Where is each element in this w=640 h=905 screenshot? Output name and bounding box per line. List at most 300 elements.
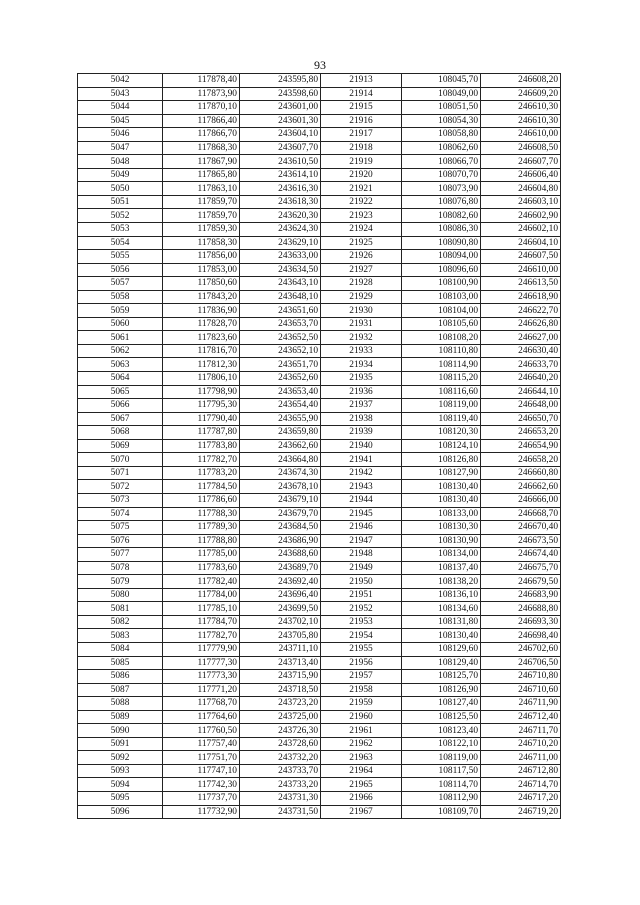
y-coordinate-cell: 243723,20 (240, 697, 321, 711)
point-number-cell: 5049 (78, 168, 163, 182)
point-number-cell: 21931 (321, 317, 402, 331)
y-coordinate-cell: 243711,10 (240, 642, 321, 656)
x-coordinate-cell: 117787,80 (163, 426, 240, 440)
table-row (78, 670, 561, 684)
y-coordinate-cell: 246654,90 (481, 439, 561, 453)
x-coordinate-cell: 108120,30 (402, 426, 481, 440)
point-number-cell: 21967 (321, 805, 402, 819)
x-coordinate-cell: 108070,70 (402, 168, 481, 182)
y-coordinate-cell: 246610,30 (481, 114, 561, 128)
y-coordinate-cell: 243651,60 (240, 304, 321, 318)
point-number-cell: 5077 (78, 548, 163, 562)
x-coordinate-cell: 117773,30 (163, 670, 240, 684)
x-coordinate-cell: 108094,00 (402, 250, 481, 264)
point-number-cell: 21919 (321, 155, 402, 169)
point-number-cell: 5085 (78, 656, 163, 670)
point-number-cell: 21929 (321, 290, 402, 304)
point-number-cell: 5081 (78, 602, 163, 616)
table-row (78, 521, 561, 535)
y-coordinate-cell: 243654,40 (240, 399, 321, 413)
x-coordinate-cell: 108090,80 (402, 236, 481, 250)
x-coordinate-cell: 117784,00 (163, 588, 240, 602)
y-coordinate-cell: 243598,60 (240, 87, 321, 101)
point-number-cell: 5088 (78, 697, 163, 711)
y-coordinate-cell: 246674,40 (481, 548, 561, 562)
y-coordinate-cell: 243620,30 (240, 209, 321, 223)
table-row (78, 372, 561, 386)
point-number-cell: 5055 (78, 250, 163, 264)
y-coordinate-cell: 243624,30 (240, 223, 321, 237)
y-coordinate-cell: 246712,80 (481, 764, 561, 778)
point-number-cell: 5043 (78, 87, 163, 101)
x-coordinate-cell: 117828,70 (163, 317, 240, 331)
point-number-cell: 5061 (78, 331, 163, 345)
y-coordinate-cell: 243732,20 (240, 751, 321, 765)
table-row (78, 453, 561, 467)
table-row (78, 168, 561, 182)
point-number-cell: 5053 (78, 223, 163, 237)
point-number-cell: 21966 (321, 791, 402, 805)
table-row (78, 548, 561, 562)
point-number-cell: 21955 (321, 642, 402, 656)
table-row (78, 426, 561, 440)
point-number-cell: 5070 (78, 453, 163, 467)
x-coordinate-cell: 108054,30 (402, 114, 481, 128)
y-coordinate-cell: 246702,60 (481, 642, 561, 656)
y-coordinate-cell: 243610,50 (240, 155, 321, 169)
point-number-cell: 21934 (321, 358, 402, 372)
x-coordinate-cell: 108123,40 (402, 724, 481, 738)
x-coordinate-cell: 108129,60 (402, 642, 481, 656)
y-coordinate-cell: 246693,30 (481, 615, 561, 629)
y-coordinate-cell: 246618,90 (481, 290, 561, 304)
x-coordinate-cell: 117764,60 (163, 710, 240, 724)
x-coordinate-cell: 108130,30 (402, 521, 481, 535)
table-row (78, 561, 561, 575)
x-coordinate-cell: 108073,90 (402, 182, 481, 196)
y-coordinate-cell: 246609,20 (481, 87, 561, 101)
point-number-cell: 21928 (321, 277, 402, 291)
point-number-cell: 21925 (321, 236, 402, 250)
table-row (78, 101, 561, 115)
y-coordinate-cell: 246607,70 (481, 155, 561, 169)
x-coordinate-cell: 117784,70 (163, 615, 240, 629)
x-coordinate-cell: 108131,80 (402, 615, 481, 629)
point-number-cell: 21933 (321, 344, 402, 358)
table-row (78, 683, 561, 697)
y-coordinate-cell: 243651,70 (240, 358, 321, 372)
y-coordinate-cell: 246673,50 (481, 534, 561, 548)
x-coordinate-cell: 117866,70 (163, 128, 240, 142)
point-number-cell: 5090 (78, 724, 163, 738)
point-number-cell: 21913 (321, 74, 402, 88)
point-number-cell: 21951 (321, 588, 402, 602)
point-number-cell: 5087 (78, 683, 163, 697)
point-number-cell: 5046 (78, 128, 163, 142)
table-row (78, 791, 561, 805)
x-coordinate-cell: 117737,70 (163, 791, 240, 805)
y-coordinate-cell: 243653,40 (240, 385, 321, 399)
x-coordinate-cell: 108108,20 (402, 331, 481, 345)
x-coordinate-cell: 117782,70 (163, 453, 240, 467)
x-coordinate-cell: 117863,10 (163, 182, 240, 196)
x-coordinate-cell: 117788,80 (163, 534, 240, 548)
y-coordinate-cell: 246717,20 (481, 791, 561, 805)
point-number-cell: 21945 (321, 507, 402, 521)
point-number-cell: 5045 (78, 114, 163, 128)
point-number-cell: 21959 (321, 697, 402, 711)
y-coordinate-cell: 243659,80 (240, 426, 321, 440)
table-row (78, 399, 561, 413)
point-number-cell: 5065 (78, 385, 163, 399)
y-coordinate-cell: 246711,90 (481, 697, 561, 711)
y-coordinate-cell: 243679,70 (240, 507, 321, 521)
point-number-cell: 21949 (321, 561, 402, 575)
table-row (78, 385, 561, 399)
x-coordinate-cell: 108058,80 (402, 128, 481, 142)
y-coordinate-cell: 243728,60 (240, 737, 321, 751)
y-coordinate-cell: 246602,90 (481, 209, 561, 223)
x-coordinate-cell: 108134,60 (402, 602, 481, 616)
y-coordinate-cell: 246608,50 (481, 141, 561, 155)
x-coordinate-cell: 117836,90 (163, 304, 240, 318)
y-coordinate-cell: 243725,00 (240, 710, 321, 724)
y-coordinate-cell: 246719,20 (481, 805, 561, 819)
y-coordinate-cell: 243652,50 (240, 331, 321, 345)
x-coordinate-cell: 108129,40 (402, 656, 481, 670)
point-number-cell: 21937 (321, 399, 402, 413)
y-coordinate-cell: 246650,70 (481, 412, 561, 426)
point-number-cell: 21914 (321, 87, 402, 101)
x-coordinate-cell: 117747,10 (163, 764, 240, 778)
y-coordinate-cell: 243653,70 (240, 317, 321, 331)
x-coordinate-cell: 108136,10 (402, 588, 481, 602)
table-row (78, 304, 561, 318)
table-body (78, 74, 561, 819)
y-coordinate-cell: 243733,20 (240, 778, 321, 792)
y-coordinate-cell: 246630,40 (481, 344, 561, 358)
x-coordinate-cell: 108115,20 (402, 372, 481, 386)
x-coordinate-cell: 117812,30 (163, 358, 240, 372)
point-number-cell: 5073 (78, 493, 163, 507)
x-coordinate-cell: 117783,80 (163, 439, 240, 453)
point-number-cell: 5093 (78, 764, 163, 778)
y-coordinate-cell: 243692,40 (240, 575, 321, 589)
point-number-cell: 21923 (321, 209, 402, 223)
table-row (78, 250, 561, 264)
x-coordinate-cell: 108051,50 (402, 101, 481, 115)
table-row (78, 344, 561, 358)
y-coordinate-cell: 246710,60 (481, 683, 561, 697)
y-coordinate-cell: 246711,70 (481, 724, 561, 738)
point-number-cell: 5042 (78, 74, 163, 88)
y-coordinate-cell: 246710,20 (481, 737, 561, 751)
y-coordinate-cell: 246607,50 (481, 250, 561, 264)
x-coordinate-cell: 117866,40 (163, 114, 240, 128)
point-number-cell: 21935 (321, 372, 402, 386)
y-coordinate-cell: 246712,40 (481, 710, 561, 724)
point-number-cell: 21924 (321, 223, 402, 237)
y-coordinate-cell: 243648,10 (240, 290, 321, 304)
point-number-cell: 5063 (78, 358, 163, 372)
page-number: 93 (314, 58, 326, 72)
x-coordinate-cell: 117789,30 (163, 521, 240, 535)
point-number-cell: 21954 (321, 629, 402, 643)
y-coordinate-cell: 243705,80 (240, 629, 321, 643)
x-coordinate-cell: 117873,90 (163, 87, 240, 101)
table-row (78, 534, 561, 548)
point-number-cell: 21940 (321, 439, 402, 453)
y-coordinate-cell: 246675,70 (481, 561, 561, 575)
x-coordinate-cell: 108066,70 (402, 155, 481, 169)
table-row (78, 358, 561, 372)
y-coordinate-cell: 246688,80 (481, 602, 561, 616)
point-number-cell: 5054 (78, 236, 163, 250)
y-coordinate-cell: 246714,70 (481, 778, 561, 792)
y-coordinate-cell: 243731,50 (240, 805, 321, 819)
point-number-cell: 5078 (78, 561, 163, 575)
point-number-cell: 21943 (321, 480, 402, 494)
point-number-cell: 5057 (78, 277, 163, 291)
coordinates-table (77, 73, 561, 819)
y-coordinate-cell: 246640,20 (481, 372, 561, 386)
point-number-cell: 5060 (78, 317, 163, 331)
point-number-cell: 5044 (78, 101, 163, 115)
y-coordinate-cell: 243686,90 (240, 534, 321, 548)
x-coordinate-cell: 117850,60 (163, 277, 240, 291)
x-coordinate-cell: 117816,70 (163, 344, 240, 358)
y-coordinate-cell: 243678,10 (240, 480, 321, 494)
x-coordinate-cell: 108114,90 (402, 358, 481, 372)
table-row (78, 439, 561, 453)
point-number-cell: 21944 (321, 493, 402, 507)
y-coordinate-cell: 243607,70 (240, 141, 321, 155)
point-number-cell: 21918 (321, 141, 402, 155)
table-row (78, 74, 561, 88)
y-coordinate-cell: 243674,30 (240, 466, 321, 480)
point-number-cell: 21939 (321, 426, 402, 440)
x-coordinate-cell: 108125,50 (402, 710, 481, 724)
y-coordinate-cell: 243702,10 (240, 615, 321, 629)
y-coordinate-cell: 246711,00 (481, 751, 561, 765)
point-number-cell: 21961 (321, 724, 402, 738)
y-coordinate-cell: 243634,50 (240, 263, 321, 277)
table-row (78, 466, 561, 480)
table-row (78, 263, 561, 277)
y-coordinate-cell: 246644,10 (481, 385, 561, 399)
table-row (78, 507, 561, 521)
y-coordinate-cell: 243652,10 (240, 344, 321, 358)
point-number-cell: 5084 (78, 642, 163, 656)
table-row (78, 317, 561, 331)
point-number-cell: 5075 (78, 521, 163, 535)
x-coordinate-cell: 108109,70 (402, 805, 481, 819)
x-coordinate-cell: 117785,00 (163, 548, 240, 562)
x-coordinate-cell: 108062,60 (402, 141, 481, 155)
point-number-cell: 5048 (78, 155, 163, 169)
y-coordinate-cell: 246653,20 (481, 426, 561, 440)
point-number-cell: 5066 (78, 399, 163, 413)
y-coordinate-cell: 246662,60 (481, 480, 561, 494)
y-coordinate-cell: 246610,30 (481, 101, 561, 115)
point-number-cell: 5076 (78, 534, 163, 548)
point-number-cell: 5072 (78, 480, 163, 494)
table-row (78, 602, 561, 616)
point-number-cell: 5096 (78, 805, 163, 819)
y-coordinate-cell: 246604,10 (481, 236, 561, 250)
y-coordinate-cell: 246606,40 (481, 168, 561, 182)
x-coordinate-cell: 117757,40 (163, 737, 240, 751)
x-coordinate-cell: 108138,20 (402, 575, 481, 589)
x-coordinate-cell: 117782,70 (163, 629, 240, 643)
point-number-cell: 5074 (78, 507, 163, 521)
x-coordinate-cell: 117751,70 (163, 751, 240, 765)
x-coordinate-cell: 117798,90 (163, 385, 240, 399)
point-number-cell: 21948 (321, 548, 402, 562)
point-number-cell: 5047 (78, 141, 163, 155)
y-coordinate-cell: 246610,00 (481, 128, 561, 142)
y-coordinate-cell: 243601,00 (240, 101, 321, 115)
x-coordinate-cell: 108127,90 (402, 466, 481, 480)
table-row (78, 209, 561, 223)
point-number-cell: 21960 (321, 710, 402, 724)
point-number-cell: 5086 (78, 670, 163, 684)
point-number-cell: 21927 (321, 263, 402, 277)
x-coordinate-cell: 117779,90 (163, 642, 240, 656)
y-coordinate-cell: 246710,80 (481, 670, 561, 684)
point-number-cell: 5091 (78, 737, 163, 751)
x-coordinate-cell: 108045,70 (402, 74, 481, 88)
point-number-cell: 21958 (321, 683, 402, 697)
y-coordinate-cell: 243614,10 (240, 168, 321, 182)
y-coordinate-cell: 243629,10 (240, 236, 321, 250)
table-row (78, 615, 561, 629)
y-coordinate-cell: 243662,60 (240, 439, 321, 453)
y-coordinate-cell: 243689,70 (240, 561, 321, 575)
table-row (78, 778, 561, 792)
point-number-cell: 5062 (78, 344, 163, 358)
y-coordinate-cell: 246660,80 (481, 466, 561, 480)
point-number-cell: 5071 (78, 466, 163, 480)
x-coordinate-cell: 108100,90 (402, 277, 481, 291)
y-coordinate-cell: 243718,50 (240, 683, 321, 697)
x-coordinate-cell: 117785,10 (163, 602, 240, 616)
x-coordinate-cell: 117858,30 (163, 236, 240, 250)
x-coordinate-cell: 117853,00 (163, 263, 240, 277)
table-row (78, 642, 561, 656)
point-number-cell: 5067 (78, 412, 163, 426)
point-number-cell: 5089 (78, 710, 163, 724)
x-coordinate-cell: 108125,70 (402, 670, 481, 684)
table-row (78, 114, 561, 128)
table-row (78, 182, 561, 196)
y-coordinate-cell: 243699,50 (240, 602, 321, 616)
x-coordinate-cell: 117859,70 (163, 195, 240, 209)
point-number-cell: 21947 (321, 534, 402, 548)
y-coordinate-cell: 243713,40 (240, 656, 321, 670)
point-number-cell: 21930 (321, 304, 402, 318)
table-row (78, 331, 561, 345)
point-number-cell: 5083 (78, 629, 163, 643)
point-number-cell: 21926 (321, 250, 402, 264)
x-coordinate-cell: 108130,90 (402, 534, 481, 548)
y-coordinate-cell: 246658,20 (481, 453, 561, 467)
x-coordinate-cell: 117795,30 (163, 399, 240, 413)
y-coordinate-cell: 243733,70 (240, 764, 321, 778)
point-number-cell: 21953 (321, 615, 402, 629)
point-number-cell: 21915 (321, 101, 402, 115)
point-number-cell: 5056 (78, 263, 163, 277)
point-number-cell: 21957 (321, 670, 402, 684)
x-coordinate-cell: 117768,70 (163, 697, 240, 711)
y-coordinate-cell: 246668,70 (481, 507, 561, 521)
x-coordinate-cell: 117777,30 (163, 656, 240, 670)
table-row (78, 575, 561, 589)
y-coordinate-cell: 243643,10 (240, 277, 321, 291)
x-coordinate-cell: 108112,90 (402, 791, 481, 805)
x-coordinate-cell: 117856,00 (163, 250, 240, 264)
x-coordinate-cell: 108126,80 (402, 453, 481, 467)
y-coordinate-cell: 246683,90 (481, 588, 561, 602)
x-coordinate-cell: 117867,90 (163, 155, 240, 169)
table-row (78, 697, 561, 711)
y-coordinate-cell: 243731,30 (240, 791, 321, 805)
y-coordinate-cell: 243679,10 (240, 493, 321, 507)
point-number-cell: 21932 (321, 331, 402, 345)
x-coordinate-cell: 108133,00 (402, 507, 481, 521)
table-row (78, 629, 561, 643)
table-row (78, 87, 561, 101)
point-number-cell: 21938 (321, 412, 402, 426)
point-number-cell: 21942 (321, 466, 402, 480)
y-coordinate-cell: 243684,50 (240, 521, 321, 535)
point-number-cell: 5052 (78, 209, 163, 223)
x-coordinate-cell: 117788,30 (163, 507, 240, 521)
y-coordinate-cell: 246648,00 (481, 399, 561, 413)
x-coordinate-cell: 108127,40 (402, 697, 481, 711)
table-row (78, 141, 561, 155)
point-number-cell: 21920 (321, 168, 402, 182)
x-coordinate-cell: 117760,50 (163, 724, 240, 738)
x-coordinate-cell: 108110,80 (402, 344, 481, 358)
x-coordinate-cell: 108119,00 (402, 399, 481, 413)
y-coordinate-cell: 243601,30 (240, 114, 321, 128)
x-coordinate-cell: 108104,00 (402, 304, 481, 318)
table-row (78, 290, 561, 304)
y-coordinate-cell: 246633,70 (481, 358, 561, 372)
x-coordinate-cell: 117784,50 (163, 480, 240, 494)
x-coordinate-cell: 108119,40 (402, 412, 481, 426)
x-coordinate-cell: 117868,30 (163, 141, 240, 155)
x-coordinate-cell: 117859,30 (163, 223, 240, 237)
point-number-cell: 21922 (321, 195, 402, 209)
point-number-cell: 5094 (78, 778, 163, 792)
point-number-cell: 5082 (78, 615, 163, 629)
point-number-cell: 21917 (321, 128, 402, 142)
point-number-cell: 5069 (78, 439, 163, 453)
x-coordinate-cell: 108117,50 (402, 764, 481, 778)
x-coordinate-cell: 117859,70 (163, 209, 240, 223)
point-number-cell: 21964 (321, 764, 402, 778)
y-coordinate-cell: 246610,00 (481, 263, 561, 277)
point-number-cell: 5058 (78, 290, 163, 304)
y-coordinate-cell: 243652,60 (240, 372, 321, 386)
point-number-cell: 21950 (321, 575, 402, 589)
x-coordinate-cell: 117742,30 (163, 778, 240, 792)
x-coordinate-cell: 108130,40 (402, 493, 481, 507)
point-number-cell: 21946 (321, 521, 402, 535)
x-coordinate-cell: 108130,40 (402, 480, 481, 494)
